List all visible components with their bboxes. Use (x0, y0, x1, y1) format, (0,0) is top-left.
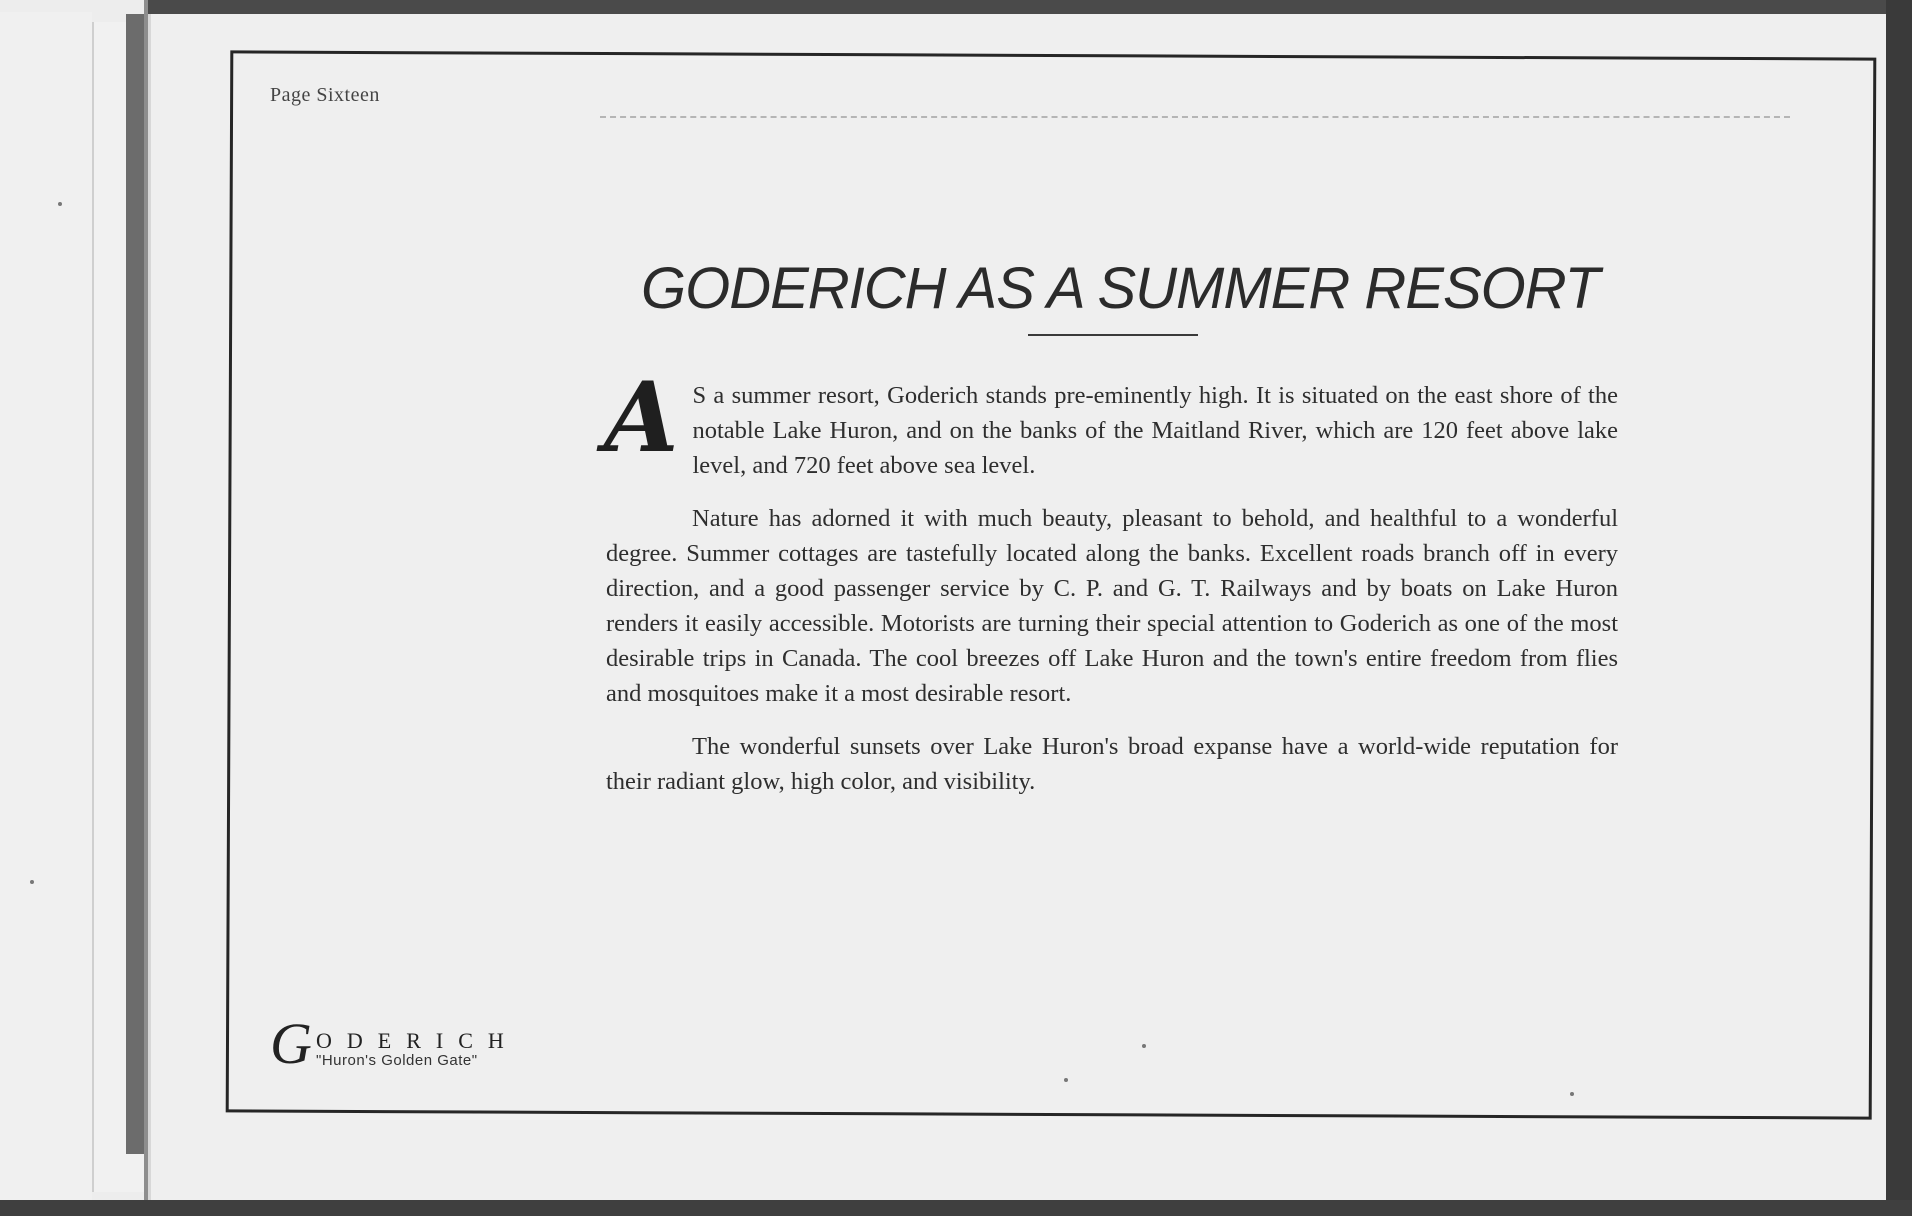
scan-border-right (1886, 0, 1912, 1216)
dust-speck (1064, 1078, 1068, 1082)
paragraph-1-text: S a summer resort, Goderich stands pre-eminently high. It is situated on the east shore of the notable Lake Huron, and on the banks of the Maitland River, which are 120 feet above lake level, and 720 feet above sea level. (692, 382, 1618, 479)
paragraph-2: Nature has adorned it with much beauty, pleasant to behold, and healthful to a wonderful degree. Summer cottages are tastefully located along the banks. Excellent roads branch off in every direction, and a good passenger service by C. P. and G. T. Railways and by boats on Lake Huron renders it easily accessible. Motorists are turning their special attention to Goderich as one of the most desirable trips in Canada. The cool breezes off Lake Huron and the town's entire freedom from flies and mosquitoes make it a most desirable resort. (606, 505, 1618, 707)
logo-tagline: "Huron's Golden Gate" (316, 1052, 478, 1069)
scan-border-bottom (0, 1200, 1912, 1216)
paragraph-1 (604, 361, 1618, 483)
dust-speck (1142, 1044, 1146, 1048)
dust-speck (1570, 1092, 1574, 1096)
drop-cap: A (604, 361, 679, 474)
page-number: Page Sixteen (270, 84, 380, 106)
title-underline (1028, 334, 1198, 336)
logo-word: ODERICH (316, 1028, 519, 1053)
dust-speck (30, 880, 34, 884)
page-title: GODERICH AS A SUMMER RESORT (640, 256, 1600, 321)
dust-speck (58, 202, 62, 206)
logo-initial: G (270, 1011, 312, 1076)
adjacent-page-edge (0, 12, 92, 1216)
paragraph-3: The wonderful sunsets over Lake Huron's broad expanse have a world-wide reputation for their radiant glow, high color, and visibility. (606, 733, 1618, 795)
article-body (604, 361, 1618, 817)
header-rule (600, 116, 1790, 120)
goderich-logo (270, 1011, 570, 1078)
scan-border-top (148, 0, 1912, 14)
